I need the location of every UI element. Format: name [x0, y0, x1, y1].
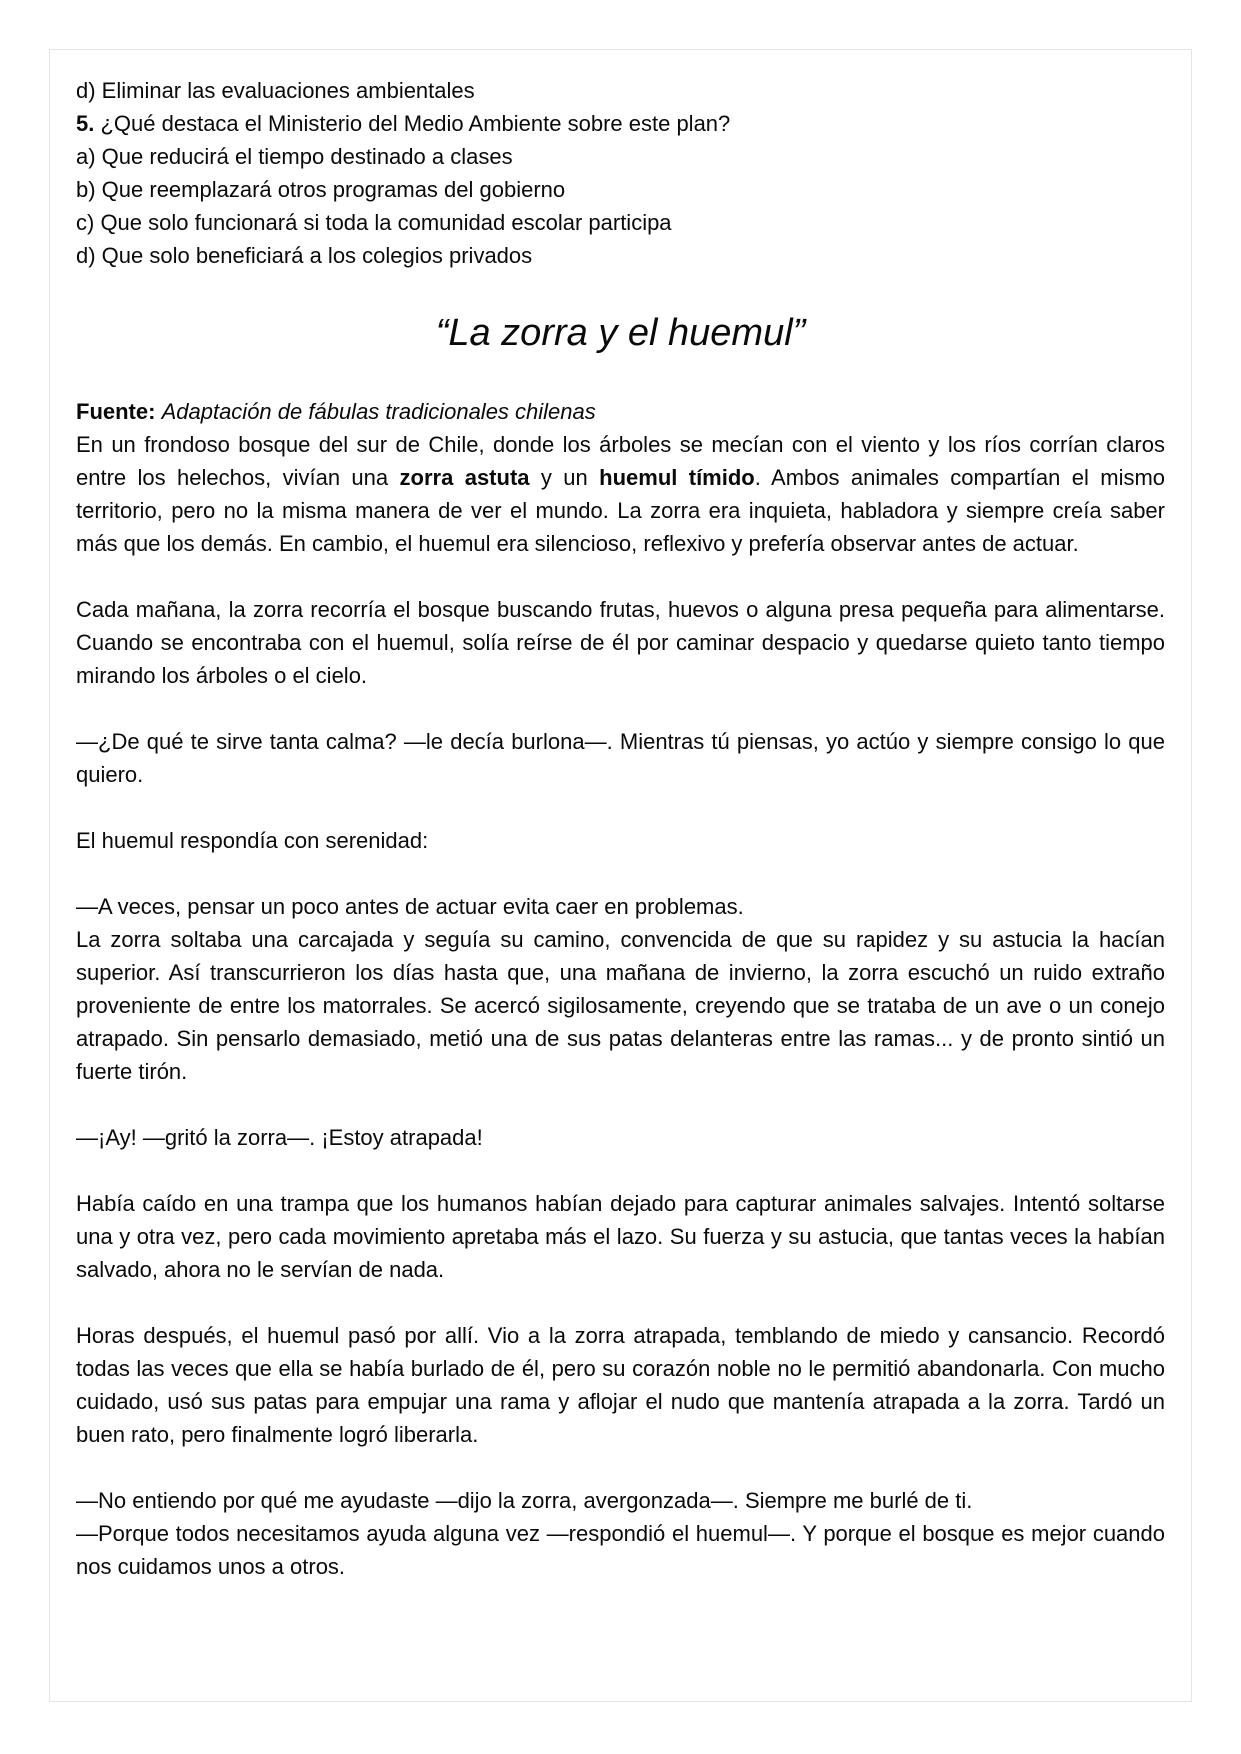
- bold-phrase: huemul tímido: [599, 465, 755, 490]
- story-source-label: Fuente:: [76, 399, 156, 424]
- quiz-option-c: c) Que solo funcionará si toda la comunidad escolar participa: [76, 210, 672, 235]
- quiz-question-number: 5.: [76, 111, 95, 136]
- story-paragraph-rescue: [76, 1319, 1165, 1451]
- story-paragraph-trap-event: [76, 890, 1165, 1088]
- text-run: La zorra soltaba una carcajada y seguía su camino, convencida de que su rapidez y su astucia la hacían superior. Así transcurrieron los días hasta que, una mañana de invierno, la zorra escuchó un ruido extraño proveniente de entre los matorrales. Se acercó sigilosamente, creyendo que se trataba de un ave o un conejo atrapado. Sin pensarlo demasiado, metió una de sus patas delanteras entre las ramas... y de pronto sintió un fuerte tirón.: [76, 927, 1165, 1084]
- story-source: [76, 395, 1165, 428]
- quiz-question-block: [76, 107, 1165, 272]
- story-body: [76, 428, 1165, 1583]
- text-run: —¡Ay! —gritó la zorra—. ¡Estoy atrapada!: [76, 1125, 483, 1150]
- story-paragraph-fox-cry: [76, 1121, 1165, 1154]
- quiz-question: [76, 107, 1165, 140]
- text-run: —A veces, pensar un poco antes de actuar evita caer en problemas.: [76, 894, 744, 919]
- text-run: Había caído en una trampa que los humanos habían dejado para capturar animales salvajes. Intentó soltarse una y otra vez, pero cada movimiento apretaba más el lazo. Su fuerza y su astucia, que tantas veces la habían salvado, ahora no le servían de nada.: [76, 1191, 1165, 1282]
- story-title: “La zorra y el huemul”: [435, 312, 806, 354]
- text-run: El huemul respondía con serenidad:: [76, 828, 429, 853]
- story-paragraph-huemul-reply-intro: [76, 824, 1165, 857]
- story-paragraph-intro-forest: [76, 428, 1165, 560]
- text-run: Horas después, el huemul pasó por allí. Vio a la zorra atrapada, temblando de miedo y cansancio. Recordó todas las veces que ella se había burlado de él, pero su corazón noble no le permitió abandonarla. Con mucho cuidado, usó sus patas para empujar una rama y aflojar el nudo que mantenía atrapada a la zorra. Tardó un buen rato, pero finalmente logró liberarla.: [76, 1323, 1165, 1447]
- text-run: Cada mañana, la zorra recorría el bosque buscando frutas, huevos o alguna presa pequeña para alimentarse. Cuando se encontraba con el huemul, solía reírse de él por caminar despacio y quedarse quieto tanto tiempo mirando los árboles o el cielo.: [76, 597, 1165, 688]
- text-run: —No entiendo por qué me ayudaste —dijo la zorra, avergonzada—. Siempre me burlé de ti.: [76, 1488, 973, 1513]
- story-source-text: Adaptación de fábulas tradicionales chilenas: [161, 399, 596, 424]
- story-paragraph-fox-mockery: [76, 725, 1165, 791]
- quiz-question-text: ¿Qué destaca el Ministerio del Medio Ambiente sobre este plan?: [100, 111, 731, 136]
- quiz-option-d: d) Que solo beneficiará a los colegios privados: [76, 243, 533, 268]
- story-paragraph-final-dialogue: [76, 1484, 1165, 1583]
- document-page: [49, 49, 1192, 1702]
- text-run: —Porque todos necesitamos ayuda alguna vez —respondió el huemul—. Y porque el bosque es mejor cuando nos cuidamos unos a otros.: [76, 1521, 1165, 1579]
- text-run: En un frondoso bosque del sur de Chile, donde los árboles se mecían con el viento y los ríos corrían claros entre los helechos, vivían una: [76, 432, 1165, 490]
- text-run: —¿De qué te sirve tanta calma? —le decía burlona—. Mientras tú piensas, yo actúo y siempre consigo lo que quiero.: [76, 729, 1165, 787]
- story-paragraph-trapped: [76, 1187, 1165, 1286]
- quiz-option-b: b) Que reemplazará otros programas del gobierno: [76, 177, 566, 202]
- quiz-option-stray: d) Eliminar las evaluaciones ambientales: [76, 78, 475, 103]
- text-run: . Ambos animales compartían el mismo territorio, pero no la misma manera de ver el mundo. La zorra era inquieta, habladora y siempre creía saber más que los demás. En cambio, el huemul era silencioso, reflexivo y prefería observar antes de actuar.: [76, 465, 1166, 556]
- story-paragraph-fox-routine: [76, 593, 1165, 692]
- quiz-option-a: a) Que reducirá el tiempo destinado a clases: [76, 144, 513, 169]
- text-run: y un: [529, 465, 600, 490]
- bold-phrase: zorra astuta: [399, 465, 530, 490]
